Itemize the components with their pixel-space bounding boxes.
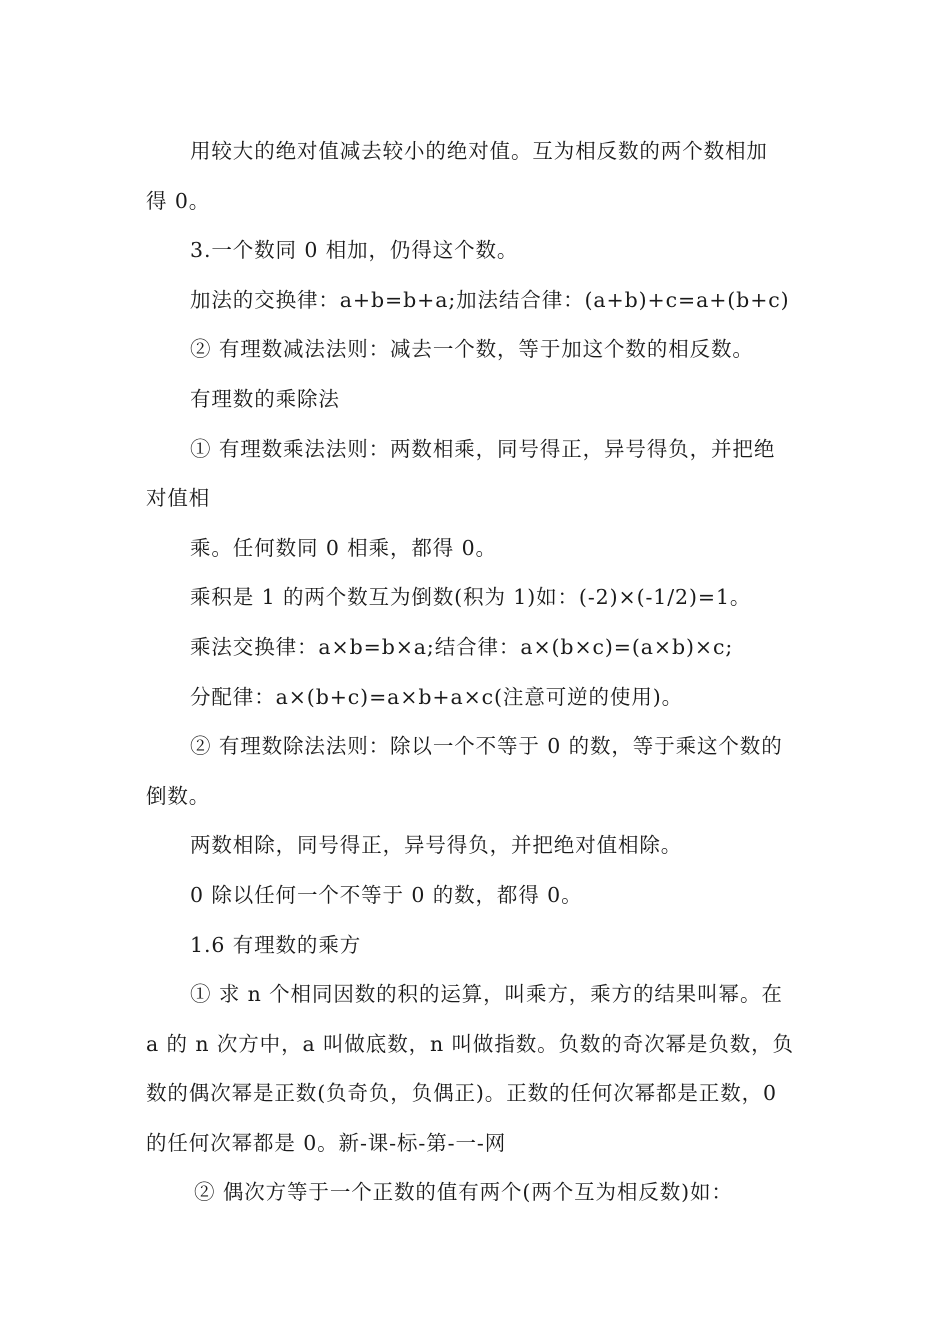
text-line: 乘。任何数同 0 相乘，都得 0。 bbox=[190, 535, 497, 560]
text-line: 分配律：a×(b+c)=a×b+a×c(注意可逆的使用)。 bbox=[190, 684, 684, 709]
text-line: ① 求 n 个相同因数的积的运算，叫乘方，乘方的结果叫幂。在 bbox=[190, 982, 783, 1007]
section-heading: 1.6 有理数的乘方 bbox=[190, 932, 362, 957]
text-line: 倒数。 bbox=[146, 783, 211, 808]
document-page bbox=[146, 127, 810, 1218]
text-line: 0 除以任何一个不等于 0 的数，都得 0。 bbox=[190, 882, 583, 907]
text-line: ② 有理数除法法则：除以一个不等于 0 的数，等于乘这个数的 bbox=[190, 734, 783, 759]
text-line: 乘积是 1 的两个数互为倒数(积为 1)如：(-2)×(-1/2)=1。 bbox=[190, 585, 752, 610]
text-line: ② 有理数减法法则：减去一个数，等于加这个数的相反数。 bbox=[190, 337, 754, 362]
text-line: 对值相 bbox=[146, 486, 211, 511]
text-line: 得 0。 bbox=[146, 188, 211, 213]
text-line: ② 偶次方等于一个正数的值有两个(两个互为相反数)如： bbox=[194, 1180, 733, 1205]
text-line: a 的 n 次方中，a 叫做底数，n 叫做指数。负数的奇次幂是负数，负 bbox=[146, 1031, 794, 1056]
text-line: 用较大的绝对值减去较小的绝对值。互为相反数的两个数相加 bbox=[190, 139, 768, 163]
text-line: 加法的交换律：a+b=b+a;加法结合律：(a+b)+c=a+(b+c) bbox=[190, 287, 790, 312]
text-line: 数的偶次幂是正数(负奇负，负偶正)。正数的任何次幂都是正数，0 bbox=[146, 1081, 777, 1106]
text-line: 的任何次幂都是 0。新-课-标-第-一-网 bbox=[146, 1130, 507, 1155]
section-heading: 有理数的乘除法 bbox=[190, 386, 340, 411]
text-line: 乘法交换律：a×b=b×a;结合律：a×(b×c)=(a×b)×c; bbox=[190, 634, 734, 659]
text-line: 两数相除，同号得正，异号得负，并把绝对值相除。 bbox=[190, 833, 683, 858]
text-line: ① 有理数乘法法则：两数相乘，同号得正，异号得负，并把绝 bbox=[190, 436, 776, 461]
text-line: 3.一个数同 0 相加，仍得这个数。 bbox=[190, 238, 519, 263]
